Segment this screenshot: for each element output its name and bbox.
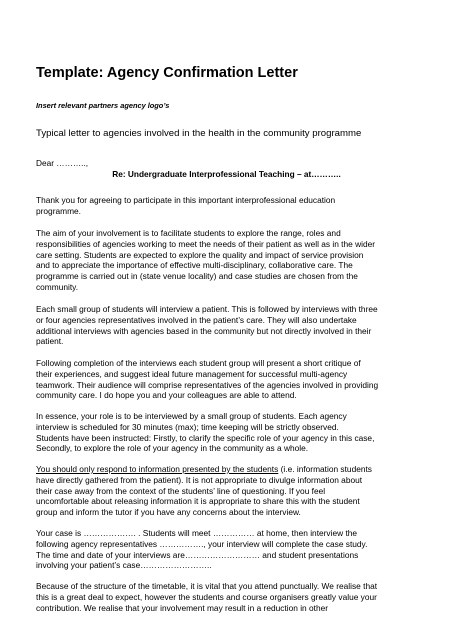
paragraph-line: contribution. We realise that your involvement may result in a reduction in other bbox=[36, 602, 329, 613]
paragraph-line-rest: (i.e. information students bbox=[278, 464, 372, 474]
re-line: Re: Undergraduate Interprofessional Teaching – at……….. bbox=[112, 169, 341, 179]
paragraph-timetable bbox=[36, 581, 431, 613]
paragraph-line: The time and date of your interviews are……………………… and student presentations bbox=[36, 549, 359, 560]
paragraph-line: group and inform the tutor if you have any concerns about the interview. bbox=[36, 507, 301, 518]
paragraph-line: additional interviews with agencies based in the community but not directly involved in their bbox=[36, 325, 372, 336]
paragraph-thanks bbox=[36, 195, 431, 217]
paragraph-line: Each small group of students will interview a patient. This is followed by interviews with three bbox=[36, 304, 378, 314]
logo-placeholder-note: Insert relevant partners agency logo’s bbox=[36, 101, 170, 110]
paragraph-role bbox=[36, 411, 431, 454]
intro-line: Typical letter to agencies involved in the health in the community programme bbox=[36, 128, 362, 139]
document-title: Template: Agency Confirmation Letter bbox=[36, 65, 298, 81]
paragraph-presentation bbox=[36, 358, 431, 401]
salutation: Dear ……….., bbox=[36, 158, 89, 168]
paragraph-respond bbox=[36, 464, 431, 518]
paragraph-line: Following completion of the interviews each student group will present a short critique of bbox=[36, 358, 361, 368]
paragraph-line: involving your patient’s case…………………….. bbox=[36, 560, 212, 571]
paragraph-line: or four agencies representatives involved in the patient’s care. They will also undertake bbox=[36, 314, 357, 325]
paragraph-line: Thank you for agreeing to participate in this important interprofessional education bbox=[36, 195, 336, 205]
paragraph-line: community care. I do hope you and your colleagues are able to attend. bbox=[36, 390, 297, 401]
paragraph-line: have directly gathered from the patient). It is not appropriate to divulge information about bbox=[36, 474, 363, 485]
underlined-instruction: You should only respond to information presented by the students bbox=[36, 464, 279, 474]
paragraph-line: their case away from the context of the students’ line of questioning. If you feel bbox=[36, 485, 326, 496]
paragraph-line: patient. bbox=[36, 336, 64, 347]
paragraph-line: responsibilities of agencies working to meet the needs of their patient as well as in the wider bbox=[36, 238, 376, 249]
paragraph-line: The aim of your involvement is to facilitate students to explore the range, roles and bbox=[36, 228, 341, 238]
paragraph-line: care setting. Students are expected to explore the quality and impact of service provision bbox=[36, 249, 364, 260]
paragraph-line: programme. bbox=[36, 205, 81, 216]
paragraph-line: Secondly, to explore the role of your agency in the community as a whole. bbox=[36, 443, 309, 454]
paragraph-case-details bbox=[36, 528, 431, 571]
paragraph-line: Your case is ………………. . Students will meet …………… at home, then interview the bbox=[36, 528, 358, 538]
paragraph-line: Because of the structure of the timetable, it is vital that you attend punctually. We realise that bbox=[36, 581, 378, 591]
paragraph-line: In essence, your role is to be interviewed by a small group of students. Each agency bbox=[36, 411, 347, 421]
paragraph-line: teamwork. Their audience will comprise representatives of the agencies involved in providing bbox=[36, 379, 379, 390]
paragraph-line: following agency representatives ……………., your interview will complete the case study. bbox=[36, 538, 368, 549]
paragraph-line: Students have been instructed: Firstly, to clarify the specific role of your agency in this case, bbox=[36, 432, 375, 443]
paragraph-line: and to appreciate the importance of effective multi-disciplinary, collaborative care. The bbox=[36, 260, 353, 271]
paragraph-line: this is a great deal to expect, however the students and course organisers greatly value your bbox=[36, 591, 377, 602]
paragraph-first-line bbox=[36, 464, 431, 475]
paragraph-line: their experiences, and suggest ideal future management for successful multi-agency bbox=[36, 368, 348, 379]
paragraph-aim bbox=[36, 228, 431, 293]
paragraph-line: interview is scheduled for 30 minutes (max); time keeping will be strictly observed. bbox=[36, 421, 339, 432]
paragraph-interviews bbox=[36, 304, 431, 347]
paragraph-line: uncomfortable about releasing information it is appropriate to share this with the student bbox=[36, 496, 360, 507]
paragraph-line: programme is carried out in (state venue locality) and case studies are chosen from the bbox=[36, 271, 358, 282]
paragraph-line: community. bbox=[36, 281, 79, 292]
